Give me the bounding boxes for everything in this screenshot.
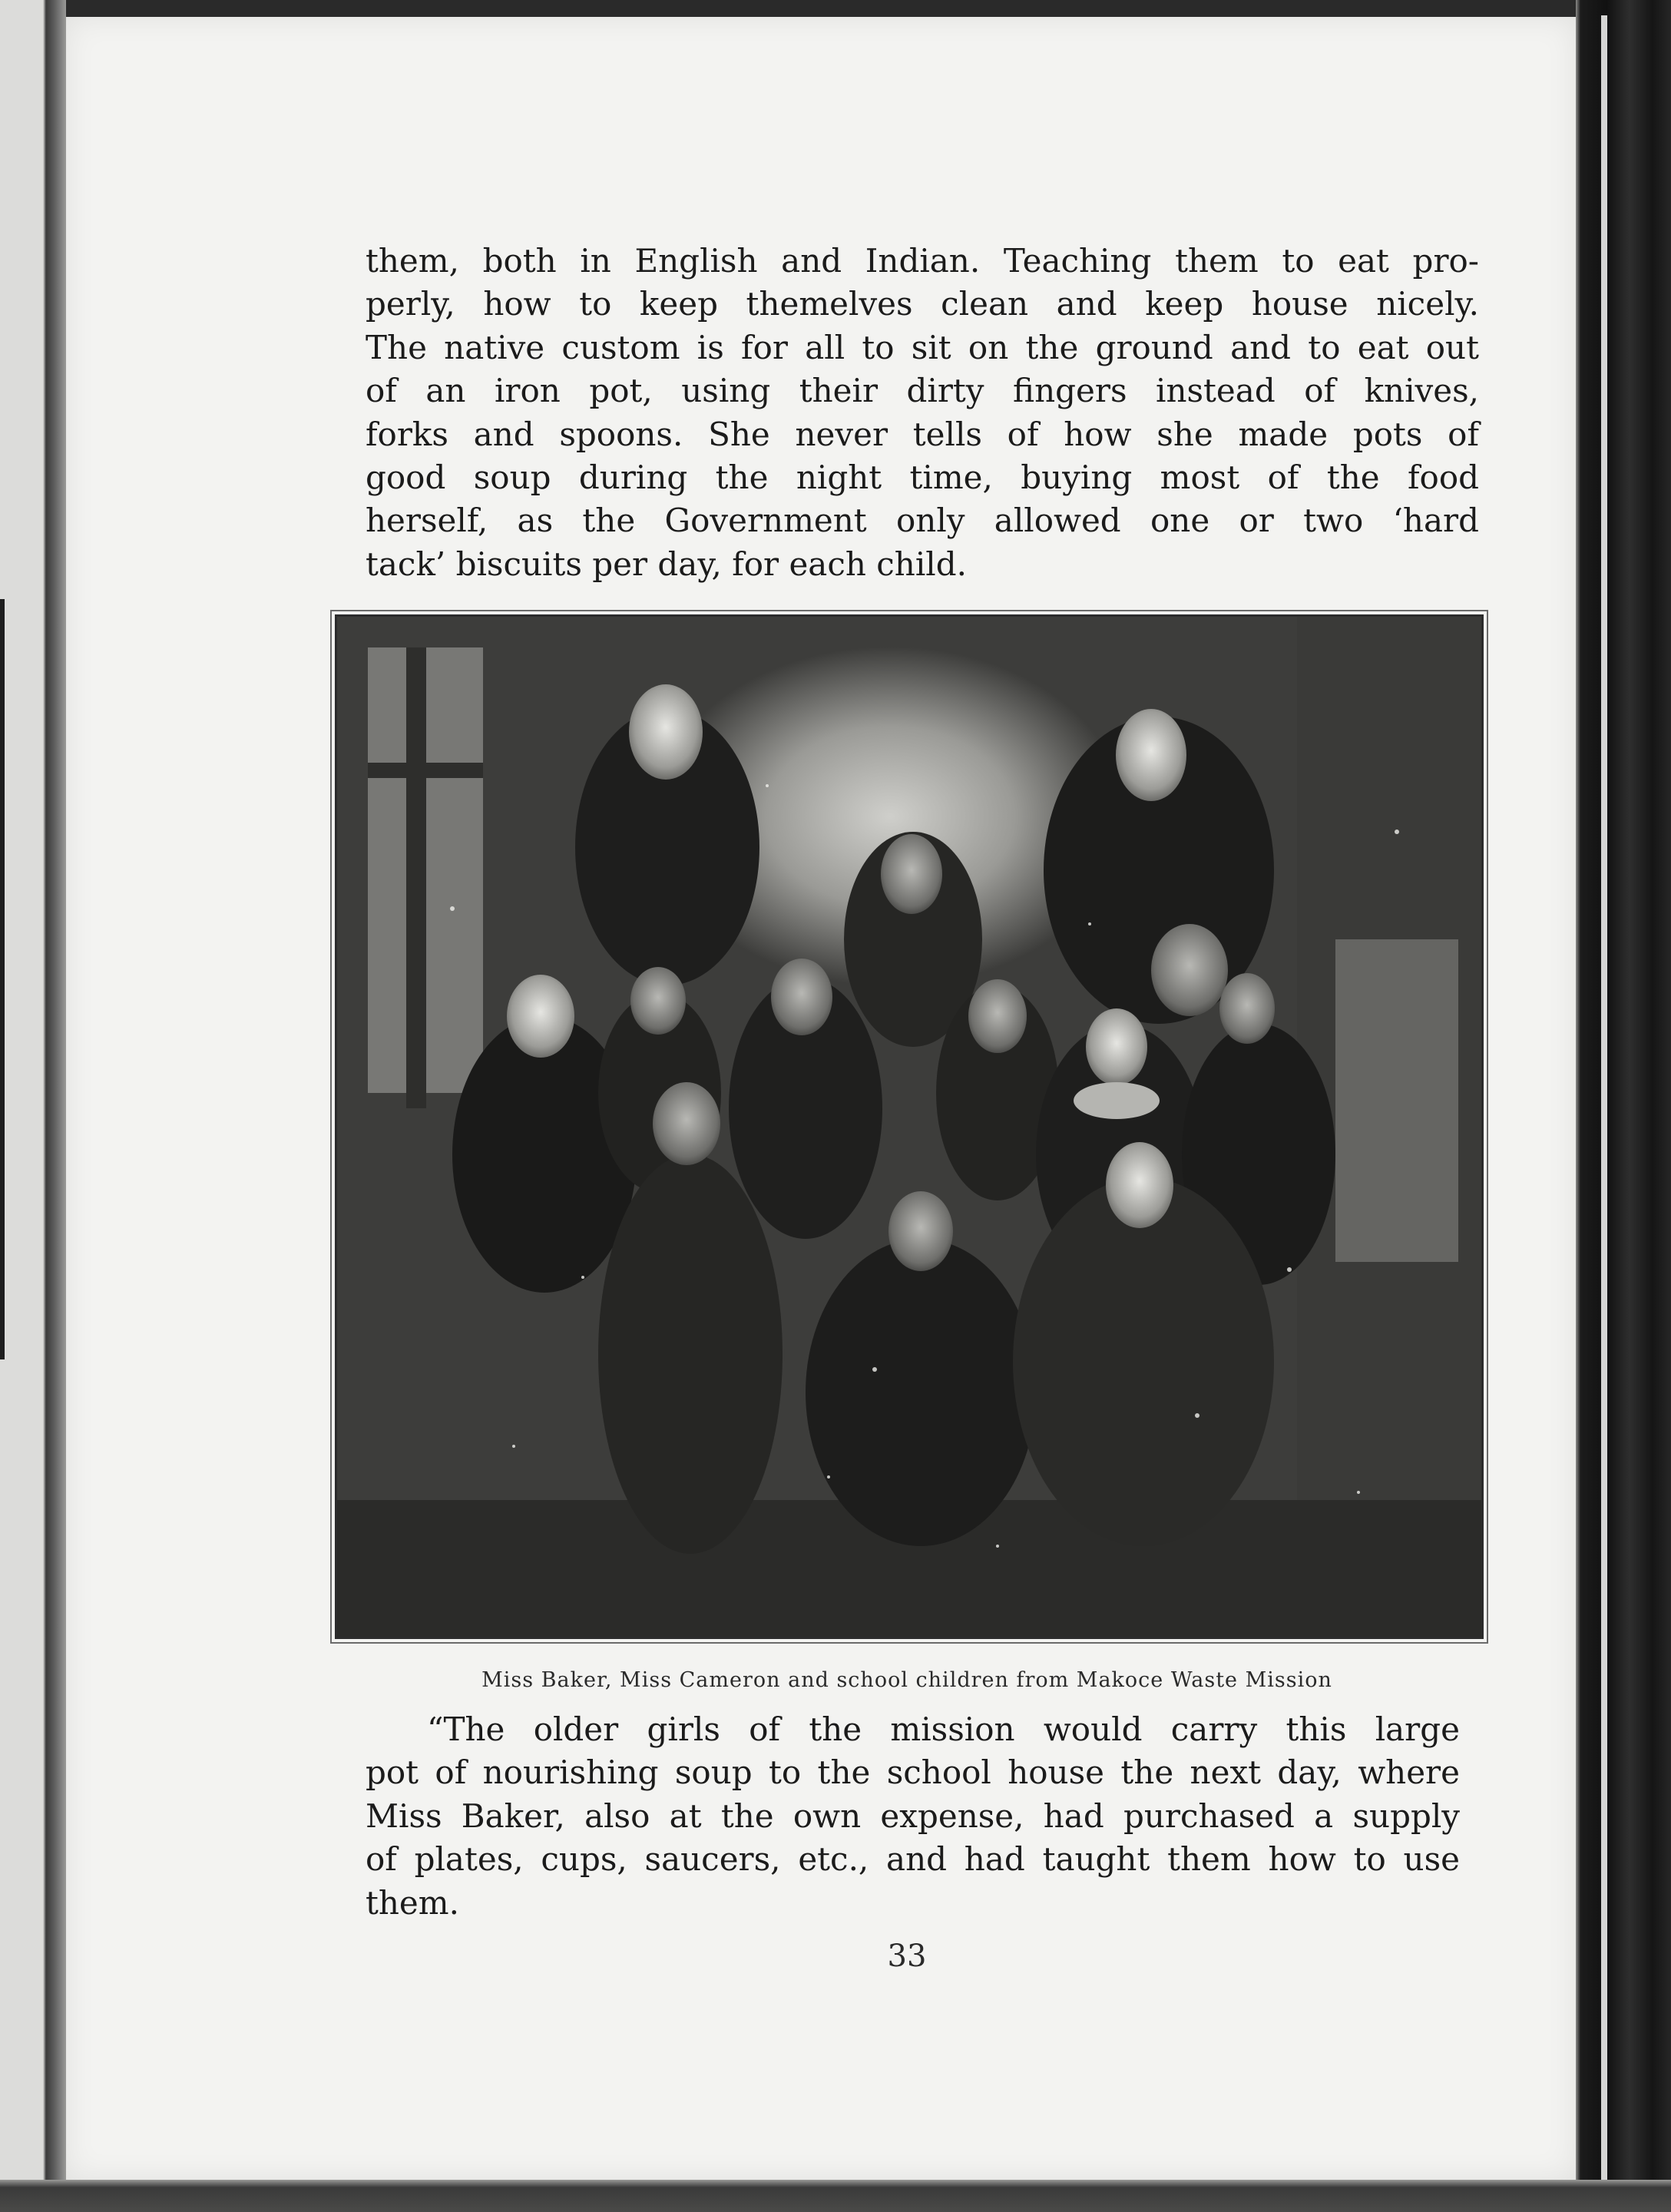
text-line: them, both in English and Indian. Teaching them to eat pro- — [366, 242, 1479, 280]
photo-caption: Miss Baker, Miss Cameron and school children from Makoce Waste Mission — [481, 1668, 1332, 1692]
binding-light-line — [1601, 15, 1607, 2212]
scan-edge-bottom — [0, 2180, 1671, 2212]
page-number: 33 — [887, 1939, 927, 1974]
text-line: The native custom is for all to sit on the ground and to eat out — [366, 328, 1479, 366]
text-line: Miss Baker, also at the own expense, had purchased a supply — [366, 1796, 1460, 1835]
group-photograph — [335, 614, 1484, 1639]
book-page — [66, 17, 1576, 2180]
text-line: forks and spoons. She never tells of how she made pots of — [366, 415, 1479, 453]
text-line: of plates, cups, saucers, etc., and had taught them how to use — [366, 1840, 1460, 1879]
text-line: “The older girls of the mission would carry this large — [427, 1710, 1460, 1748]
text-line: of an iron pot, using their dirty fingers instead of knives, — [366, 372, 1479, 410]
text-line: tack’ biscuits per day, for each child. — [366, 545, 967, 583]
scan-edge-left — [0, 0, 66, 2212]
text-line: herself, as the Government only allowed one or two ‘hard — [366, 502, 1479, 540]
text-line: pot of nourishing soup to the school house the next day, where — [366, 1753, 1460, 1792]
text-line: them. — [366, 1883, 459, 1922]
paragraph-bottom — [366, 1708, 1460, 1925]
text-line: good soup during the night time, buying most of the food — [366, 459, 1479, 497]
text-line: perly, how to keep themelves clean and keep house nicely. — [366, 285, 1479, 323]
book-binding-right — [1576, 0, 1671, 2212]
paragraph-top — [366, 240, 1479, 586]
scan-edge-left-mark — [0, 599, 5, 1359]
scan-edge-top — [0, 0, 1671, 17]
photograph-illustration — [337, 617, 1481, 1637]
